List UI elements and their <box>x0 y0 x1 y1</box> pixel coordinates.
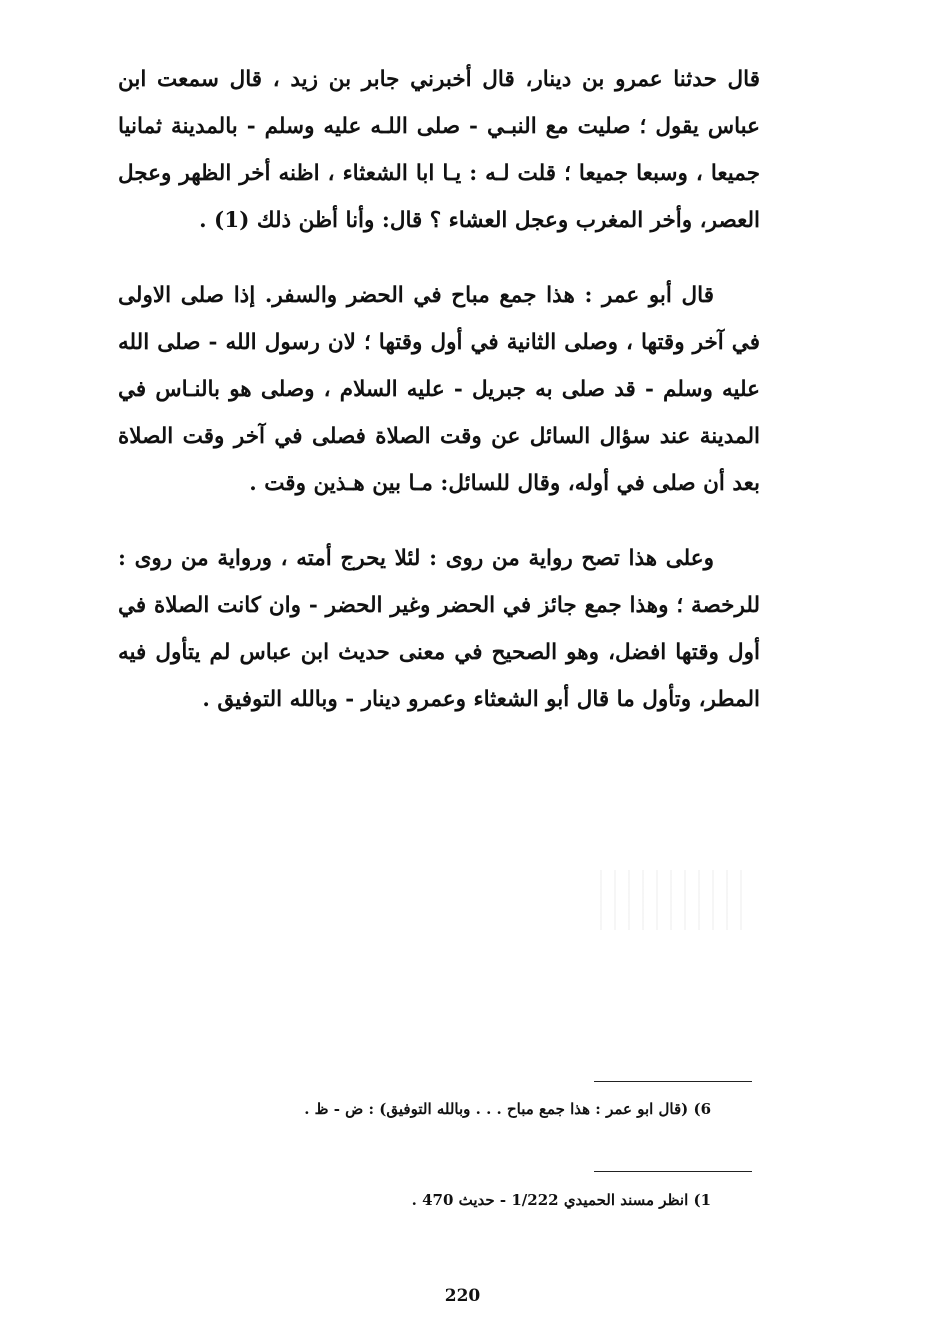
paragraph-abu-umar: قال أبو عمر : هذا جمع مباح في الحضر والسفر. إذا صلى الاولى في آخر وقتها ، وصلى الثانية في أول وقتها ؛ لان رسول الله - صلى الله عليه وسلم - قد صلى به جبريل - عليه السلام ، وصلى هو بالنـاس في المدينة عند سؤال السائل عن وقت الصلاة فصلى في آخر وقت الصلاة بعد أن صلى في أوله، وقال للسائل: مـا بين هـذين وقت . <box>118 283 760 496</box>
footnote-variant: 6) (قال ابو عمر : هذا جمع مباح . . . وبالله التوفيق) : ض - ظ . <box>304 1100 711 1118</box>
paragraph-conclusion: وعلى هذا تصح رواية من روى : لئلا يحرج أمته ، ورواية من روى : للرخصة ؛ وهذا جمع جائز في الحضر وغير الحضر - وان كانت الصلاة في أول وقتها افضل، وهو الصحيح في معنى حديث ابن عباس لم يتأول فيه المطر، وتأول ما قال أبو الشعثاء وعمرو دينار - وبالله التوفيق . <box>118 546 760 712</box>
footnote-source: 1) انظر مسند الحميدي 1/222 - حديث 470 . <box>411 1191 711 1209</box>
main-text-block <box>118 56 760 751</box>
footnote-divider-variant <box>594 1081 752 1082</box>
scan-smudge <box>600 870 750 930</box>
page-number: 220 <box>444 1286 481 1306</box>
footnote-divider-source <box>594 1171 752 1172</box>
paragraph-hadith: قال حدثنا عمرو بن دينار، قال أخبرني جابر بن زيد ، قال سمعت ابن عباس يقول ؛ صليت مع النبـي - صلى اللـه عليه وسلم - بالمدينة ثمانيا جميعا ، وسبعا جميعا ؛ قلت لـه : يـا ابا الشعثاء ، اظنه أخر الظهر وعجل العصر، وأخر المغرب وعجل العشاء ؟ قال: وأنا أظن ذلك (1) . <box>118 67 760 233</box>
